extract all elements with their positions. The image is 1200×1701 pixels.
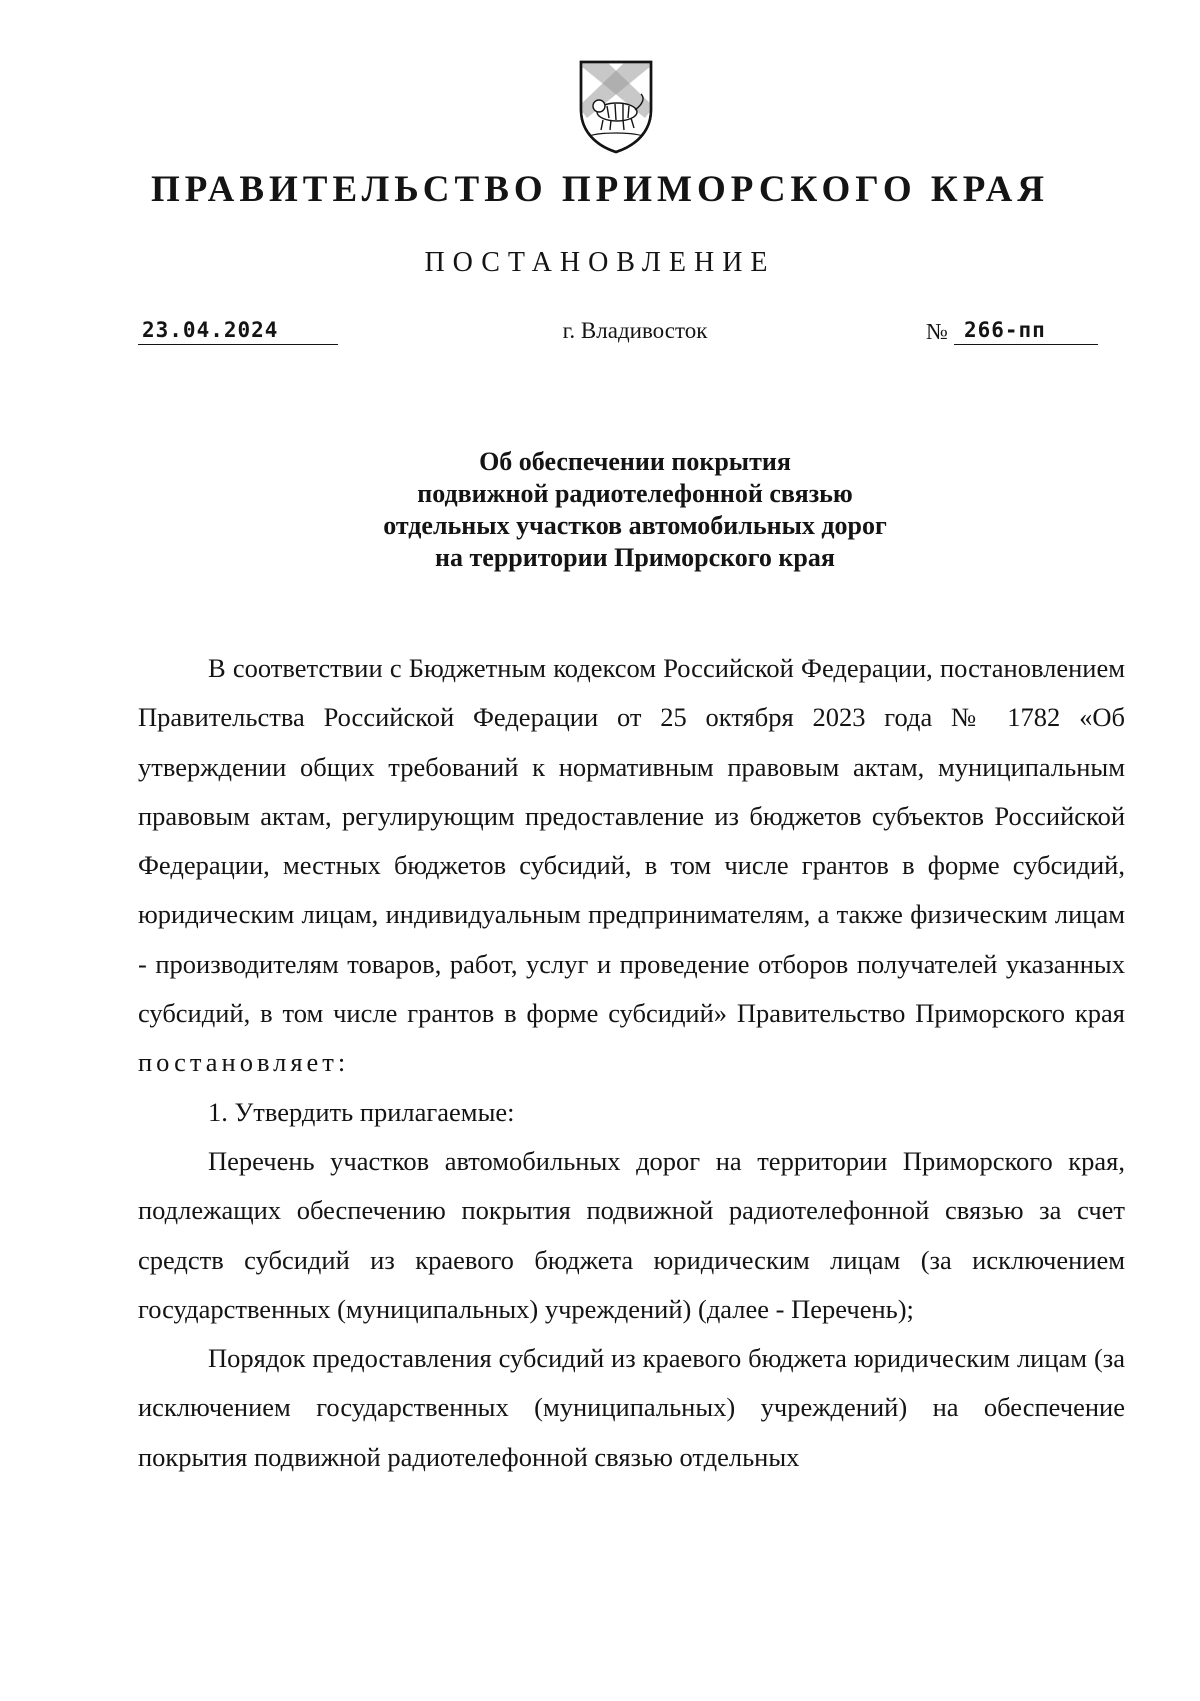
body-paragraph-preamble	[138, 644, 1125, 1088]
preamble-text: В соответствии с Бюджетным кодексом Российской Федерации, постановлением Правительства Российской Федерации от 25 октября 2023 года № 1782 «Об утверждении общих требований к нормативным правовым актам, муниципальным правовым актам, регулирующим предоставление из бюджетов субъектов Российской Федерации, местных бюджетов субсидий, в том числе грантов в форме субсидий, юридическим лицам, индивидуальным предпринимателям, а также физическим лицам - производителям товаров, работ, услуг и проведение отборов получателей указанных субсидий, в том числе грантов в форме субсидий»	[138, 653, 1125, 1029]
number-sign: №	[926, 319, 948, 344]
document-body	[138, 644, 1125, 1482]
document-number: 266-пп	[954, 318, 1098, 345]
subject-line: отдельных участков автомобильных дорог	[383, 511, 887, 540]
body-paragraph-item-1: 1. Утвердить прилагаемые:	[208, 1096, 515, 1127]
document-city: г. Владивосток	[562, 318, 708, 343]
subject-line: Об обеспечении покрытия	[479, 447, 791, 476]
subject-line: подвижной радиотелефонной связью	[417, 479, 853, 508]
document-subject	[0, 446, 1200, 574]
body-paragraph-list-1: Перечень участков автомобильных дорог на территории Приморского края, подлежащих обеспечению покрытия подвижной радиотелефонной связью за счет средств субсидий из краевого бюджета юридическим лицам (за исключением государственных (муниципальных) учреждений) (далее - Перечень);	[138, 1145, 1125, 1324]
coat-of-arms-icon	[577, 58, 655, 154]
org-title: ПРАВИТЕЛЬСТВО ПРИМОРСКОГО КРАЯ	[150, 169, 1050, 210]
document-number-block	[926, 318, 1098, 345]
decree-subject: Правительство Приморского края	[736, 998, 1126, 1029]
decree-verb: постановляет:	[138, 1047, 350, 1078]
doc-type-title: ПОСТАНОВЛЕНИЕ	[424, 247, 776, 278]
body-paragraph-list-2: Порядок предоставления субсидий из краевого бюджета юридическим лицам (за исключением государственных (муниципальных) учреждений) на обеспечение покрытия подвижной радиотелефонной связью отдельных	[138, 1343, 1125, 1472]
subject-line: на территории Приморского края	[435, 543, 835, 572]
document-date: 23.04.2024	[138, 318, 338, 345]
